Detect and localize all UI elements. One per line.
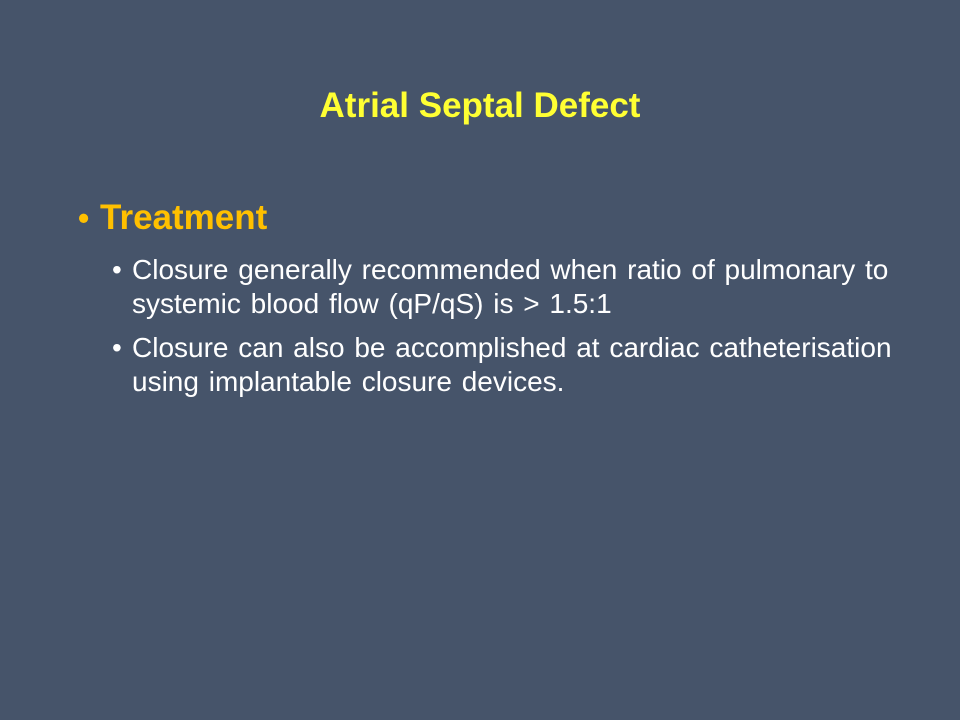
list-item-text: Closure generally recommended when ratio of pulmonary to systemic blood flow (qP/qS) is > 1.5:1 [132,254,889,319]
section-heading [78,194,898,242]
list-item [112,253,892,321]
bullet-marker: • [112,332,122,363]
bullet-marker: • [78,200,90,236]
section-heading-label: Treatment [100,198,268,237]
treatment-list [112,253,892,409]
list-item [112,331,892,399]
list-item-text: Closure can also be accomplished at cardiac catheterisation using implantable closure devices. [132,332,892,397]
bullet-marker: • [112,254,122,285]
slide-title: Atrial Septal Defect [319,86,641,125]
